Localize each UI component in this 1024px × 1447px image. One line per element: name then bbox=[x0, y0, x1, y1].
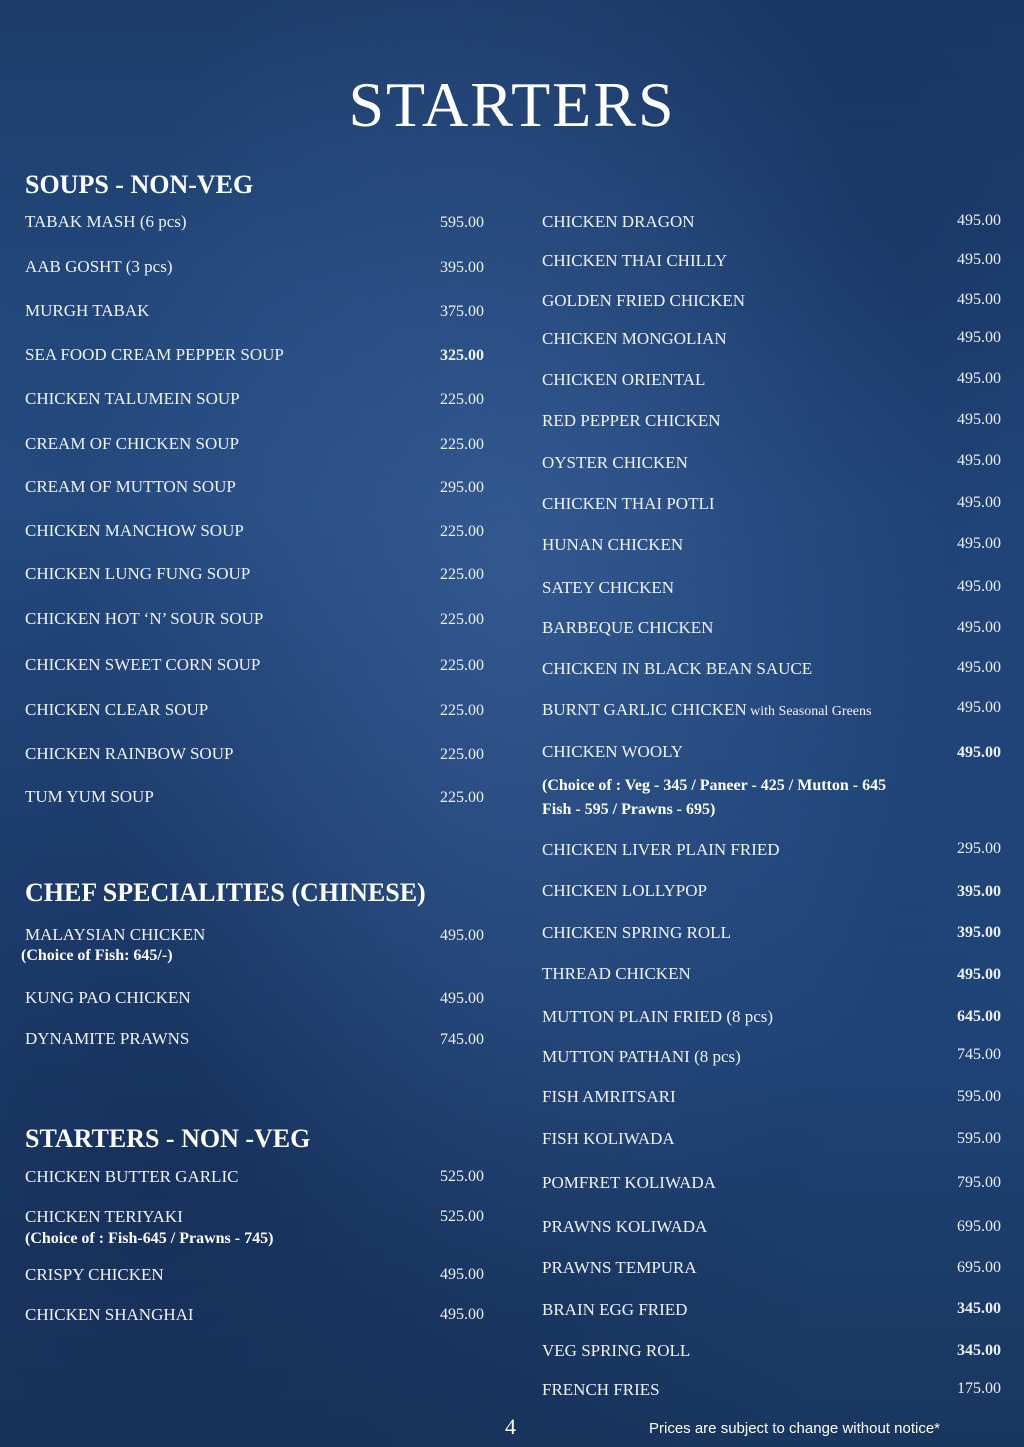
page-title: STARTERS bbox=[348, 69, 676, 140]
menu-item-name: PRAWNS TEMPURA bbox=[542, 1258, 697, 1277]
menu-item-price: 395.00 bbox=[957, 883, 1001, 900]
price-disclaimer: Prices are subject to change without notice* bbox=[649, 1420, 940, 1437]
menu-item-name: FRENCH FRIES bbox=[542, 1380, 660, 1399]
menu-item-name: RED PEPPER CHICKEN bbox=[542, 411, 721, 430]
menu-item-name: CHICKEN TERIYAKI bbox=[25, 1207, 183, 1226]
menu-item-name: MALAYSIAN CHICKEN bbox=[25, 925, 206, 944]
menu-item-price: 525.00 bbox=[440, 1168, 484, 1185]
menu-item-name: CHICKEN LOLLYPOP bbox=[542, 881, 707, 900]
menu-item-name: CHICKEN RAINBOW SOUP bbox=[25, 744, 234, 763]
menu-item-price: 495.00 bbox=[957, 619, 1001, 636]
menu-item-price: 745.00 bbox=[957, 1046, 1001, 1063]
menu-item-name: CRISPY CHICKEN bbox=[25, 1265, 164, 1284]
menu-item-price: 225.00 bbox=[440, 523, 484, 540]
menu-item-price: 495.00 bbox=[440, 927, 484, 944]
menu-item-price: 495.00 bbox=[957, 291, 1001, 308]
menu-item-price: 495.00 bbox=[957, 744, 1001, 761]
menu-item-name: GOLDEN FRIED CHICKEN bbox=[542, 291, 746, 310]
menu-item-price: 645.00 bbox=[957, 1008, 1001, 1025]
menu-item-name: MURGH TABAK bbox=[25, 301, 150, 320]
menu-item-price: 495.00 bbox=[440, 1306, 484, 1323]
menu-item-name: OYSTER CHICKEN bbox=[542, 453, 688, 472]
menu-item-price: 225.00 bbox=[440, 611, 484, 628]
menu-item-price: 595.00 bbox=[957, 1130, 1001, 1147]
menu-item-name: MUTTON PLAIN FRIED (8 pcs) bbox=[542, 1007, 774, 1026]
menu-item-name: BARBEQUE CHICKEN bbox=[542, 618, 714, 637]
menu-item-price: 345.00 bbox=[957, 1342, 1001, 1359]
menu-item-name: CREAM OF CHICKEN SOUP bbox=[25, 434, 239, 453]
menu-item-price: 495.00 bbox=[440, 1266, 484, 1283]
menu-item-price: 225.00 bbox=[440, 702, 484, 719]
menu-item-price: 295.00 bbox=[957, 840, 1001, 857]
menu-item-price: 695.00 bbox=[957, 1218, 1001, 1235]
menu-item-name: CREAM OF MUTTON SOUP bbox=[25, 477, 236, 496]
menu-item-price: 495.00 bbox=[957, 966, 1001, 983]
menu-item-name: SATEY CHICKEN bbox=[542, 578, 675, 597]
menu-item-name bbox=[542, 700, 871, 720]
menu-item-price: 495.00 bbox=[957, 452, 1001, 469]
menu-item-name: CHICKEN MONGOLIAN bbox=[542, 329, 727, 348]
section-heading-starters-non-veg: STARTERS - NON -VEG bbox=[25, 1124, 311, 1153]
menu-item-price: 495.00 bbox=[957, 659, 1001, 676]
menu-item-price: 325.00 bbox=[440, 347, 484, 364]
menu-item-name: VEG SPRING ROLL bbox=[542, 1341, 691, 1360]
menu-item-price: 495.00 bbox=[957, 535, 1001, 552]
menu-item-price: 495.00 bbox=[957, 494, 1001, 511]
menu-item-price: 695.00 bbox=[957, 1259, 1001, 1276]
menu-item-price: 225.00 bbox=[440, 436, 484, 453]
menu-item-name: MUTTON PATHANI (8 pcs) bbox=[542, 1047, 741, 1066]
menu-item-name: TUM YUM SOUP bbox=[25, 787, 154, 806]
menu-item-note: (Choice of : Fish-645 / Prawns - 745) bbox=[25, 1230, 274, 1247]
menu-item-name: CHICKEN DRAGON bbox=[542, 212, 695, 231]
menu-item-name: CHICKEN SPRING ROLL bbox=[542, 923, 731, 942]
page-number: 4 bbox=[505, 1414, 516, 1439]
menu-item-main-name: BURNT GARLIC CHICKEN bbox=[542, 700, 747, 719]
menu-item-name: CHICKEN HOT ‘N’ SOUR SOUP bbox=[25, 609, 264, 628]
menu-item-price: 225.00 bbox=[440, 566, 484, 583]
menu-item-price: 595.00 bbox=[440, 214, 484, 231]
menu-item-note: (Choice of : Veg - 345 / Paneer - 425 / Mutton - 645 bbox=[542, 777, 887, 794]
menu-item-price: 225.00 bbox=[440, 391, 484, 408]
menu-item-name: KUNG PAO CHICKEN bbox=[25, 988, 191, 1007]
menu-item-price: 375.00 bbox=[440, 303, 484, 320]
menu-item-name: CHICKEN THAI CHILLY bbox=[542, 251, 727, 270]
section-heading-soups: SOUPS - NON-VEG bbox=[25, 170, 254, 199]
menu-item-price: 345.00 bbox=[957, 1300, 1001, 1317]
menu-item-price: 495.00 bbox=[440, 990, 484, 1007]
menu-item-name: CHICKEN CLEAR SOUP bbox=[25, 700, 209, 719]
menu-item-name: CHICKEN MANCHOW SOUP bbox=[25, 521, 244, 540]
menu-item-note: Fish - 595 / Prawns - 695) bbox=[542, 801, 716, 818]
menu-item-price: 495.00 bbox=[957, 329, 1001, 346]
menu-item-name: CHICKEN LIVER PLAIN FRIED bbox=[542, 840, 780, 859]
menu-item-name: AAB GOSHT (3 pcs) bbox=[25, 257, 173, 276]
menu-item-name: CHICKEN TALUMEIN SOUP bbox=[25, 389, 240, 408]
menu-item-name: DYNAMITE PRAWNS bbox=[25, 1029, 190, 1048]
menu-item-note: (Choice of Fish: 645/-) bbox=[21, 947, 173, 964]
menu-item-price: 225.00 bbox=[440, 746, 484, 763]
menu-item-name: THREAD CHICKEN bbox=[542, 964, 691, 983]
menu-item-name: CHICKEN SHANGHAI bbox=[25, 1305, 194, 1324]
menu-item-price: 495.00 bbox=[957, 370, 1001, 387]
menu-item-name: FISH AMRITSARI bbox=[542, 1087, 676, 1106]
menu-item-price: 495.00 bbox=[957, 251, 1001, 268]
menu-item-price: 175.00 bbox=[957, 1380, 1001, 1397]
menu-item-name: CHICKEN SWEET CORN SOUP bbox=[25, 655, 261, 674]
menu-item-price: 395.00 bbox=[957, 924, 1001, 941]
menu-item-name: POMFRET KOLIWADA bbox=[542, 1173, 716, 1192]
menu-item-name: CHICKEN LUNG FUNG SOUP bbox=[25, 564, 251, 583]
menu-item-name: CHICKEN THAI POTLI bbox=[542, 494, 715, 513]
menu-item-name: TABAK MASH (6 pcs) bbox=[25, 212, 187, 231]
menu-item-price: 525.00 bbox=[440, 1208, 484, 1225]
menu-item-name: CHICKEN WOOLY bbox=[542, 742, 684, 761]
menu-item-name: HUNAN CHICKEN bbox=[542, 535, 684, 554]
menu-item-name: CHICKEN ORIENTAL bbox=[542, 370, 706, 389]
menu-item-price: 395.00 bbox=[440, 259, 484, 276]
menu-item-name: SEA FOOD CREAM PEPPER SOUP bbox=[25, 345, 284, 364]
menu-item-price: 225.00 bbox=[440, 657, 484, 674]
menu-item-price: 295.00 bbox=[440, 479, 484, 496]
menu-item-price: 595.00 bbox=[957, 1088, 1001, 1105]
menu-item-name: PRAWNS KOLIWADA bbox=[542, 1217, 708, 1236]
menu-item-price: 495.00 bbox=[957, 411, 1001, 428]
section-heading-chef-specialities: CHEF SPECIALITIES (CHINESE) bbox=[25, 878, 426, 907]
menu-item-price: 745.00 bbox=[440, 1031, 484, 1048]
menu-item-price: 795.00 bbox=[957, 1174, 1001, 1191]
menu-item-price: 495.00 bbox=[957, 578, 1001, 595]
menu-item-name: CHICKEN IN BLACK BEAN SAUCE bbox=[542, 659, 813, 678]
menu-item-price: 495.00 bbox=[957, 699, 1001, 716]
menu-item-name: BRAIN EGG FRIED bbox=[542, 1300, 688, 1319]
menu-item-price: 225.00 bbox=[440, 789, 484, 806]
menu-item-suffix: with Seasonal Greens bbox=[746, 704, 872, 719]
menu-item-name: FISH KOLIWADA bbox=[542, 1129, 675, 1148]
menu-item-price: 495.00 bbox=[957, 212, 1001, 229]
menu-item-name: CHICKEN BUTTER GARLIC bbox=[25, 1167, 239, 1186]
